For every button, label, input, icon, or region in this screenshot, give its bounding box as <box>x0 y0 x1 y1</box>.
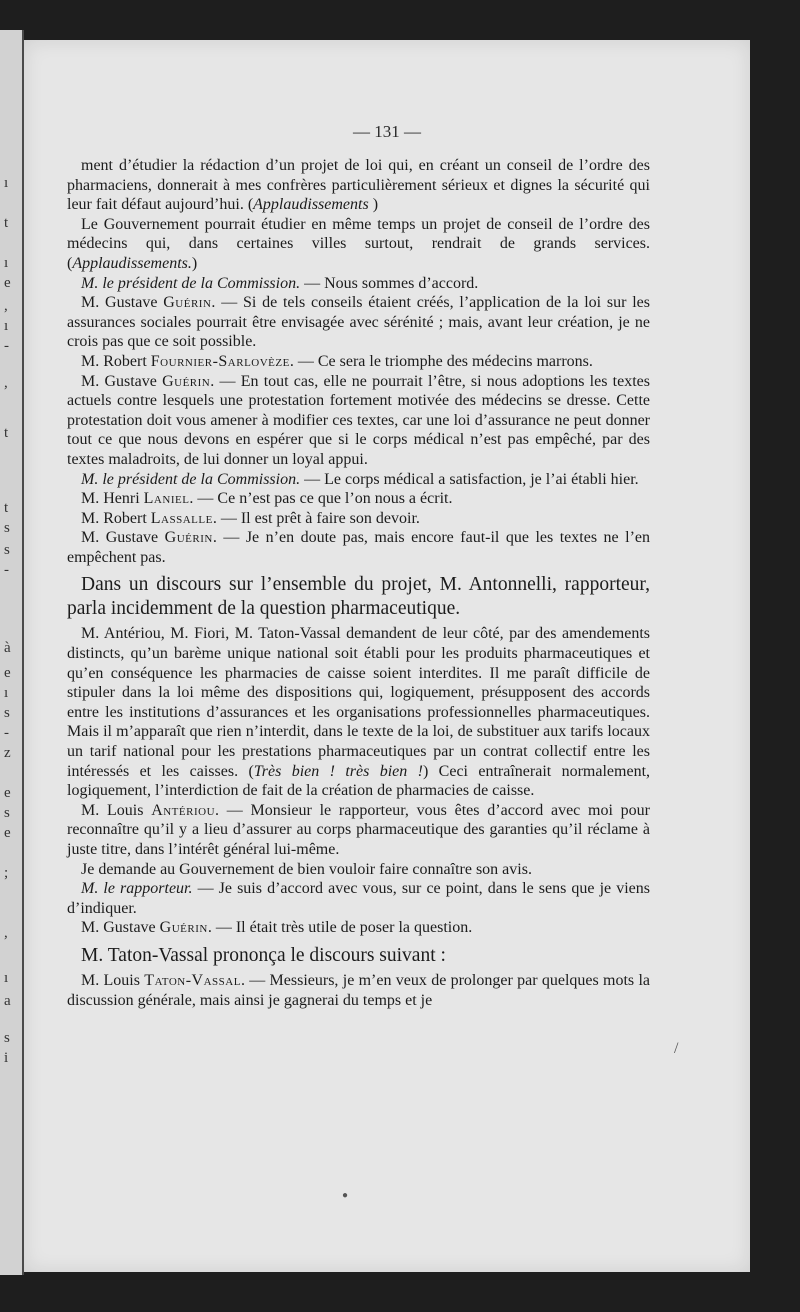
paragraph <box>67 470 650 490</box>
text-run: M. Robert <box>81 352 151 370</box>
sliver-glyph: e <box>4 785 11 801</box>
text-run: . — Il est prêt à faire son devoir. <box>212 509 420 527</box>
sliver-glyph: , <box>4 925 8 941</box>
text-run: . — En tout cas, elle ne pourrait l’être, si nous adoptions les textes actuels contre lesquels une protestation fortement motivée des médecins se dresse. Cette protestation doit vous amener à modifier ces textes, car une loi d’assurance ne peut donner tout ce que nous devons en espérer que si le corps médical n’est pas empêché, par des textes maladroits, de lui donner un loyal appui. <box>67 372 650 468</box>
text-run: M. Gustave <box>81 919 160 937</box>
speaker-name: Guérin <box>164 529 213 547</box>
paragraph <box>67 489 650 509</box>
text-run: . — Je n’en doute pas, mais encore faut-il que les textes ne l’en empêchent pas. <box>67 529 651 566</box>
sliver-glyph: - <box>4 338 9 354</box>
text-run: — Je suis d’accord avec vous, sur ce point, dans le sens que je viens d’indiquer. <box>67 880 651 917</box>
text-run: . — Ce n’est pas ce que l’on nous a écrit. <box>189 490 453 508</box>
sliver-glyph: ı <box>4 970 9 986</box>
adjacent-page-edge <box>0 30 24 1275</box>
text-run: M. Gustave <box>81 529 165 547</box>
text-run: ) <box>191 254 198 272</box>
sliver-glyph: t <box>4 425 9 441</box>
sliver-glyph: - <box>4 562 9 578</box>
paragraph <box>67 372 650 470</box>
italic-text: Très bien ! très bien ! <box>253 762 423 780</box>
sliver-glyph: - <box>4 725 9 741</box>
sliver-glyph: s <box>4 805 10 821</box>
paragraph <box>67 156 650 215</box>
paragraph <box>67 624 650 800</box>
italic-text: Applaudissements <box>253 196 369 214</box>
text-run: ) Ceci entraînerait normalement, logiquement, l’interdiction de fait de la création de pharmacies de caisse. <box>67 762 651 800</box>
text-run: . — Ce sera le triomphe des médecins marrons. <box>289 352 593 370</box>
sliver-glyph: , <box>4 298 8 314</box>
sliver-glyph: e <box>4 825 11 841</box>
sliver-glyph: ; <box>4 865 9 881</box>
text-run: Je demande au Gouvernement de bien vouloir faire connaître son avis. <box>81 860 532 878</box>
paragraph <box>67 971 650 1010</box>
sliver-glyph: ı <box>4 685 9 701</box>
speaker-name: Guérin <box>163 294 212 312</box>
text-run: M. Gustave <box>81 294 164 312</box>
page-body <box>67 156 650 1012</box>
sliver-glyph: s <box>4 705 10 721</box>
italic-text: M. le rapporteur. <box>81 880 193 898</box>
text-run: M. Louis <box>81 801 152 819</box>
sliver-glyph: s <box>4 542 10 558</box>
paragraph <box>67 215 650 274</box>
sliver-glyph: à <box>4 640 11 656</box>
text-run: Dans un discours sur l’ensemble du projet, M. Antonnelli, rapporteur, parla incidemment de la question pharmaceutique. <box>67 574 650 620</box>
paragraph <box>67 801 650 860</box>
speaker-name: Laniel <box>143 490 190 508</box>
italic-text: Applaudissements. <box>72 254 192 272</box>
text-run: Le Gouvernement pourrait étudier en même temps un projet de conseil de l’ordre des médecins qui, dans certaines villes surtout, rendrait de grands services. ( <box>67 215 650 272</box>
speaker-name: Guérin <box>159 919 208 937</box>
speaker-name: Fournier-Sarlovèze <box>150 352 290 370</box>
document-page <box>24 40 750 1272</box>
paragraph <box>67 352 650 372</box>
text-run: M. Taton-Vassal prononça le discours suivant : <box>81 944 446 966</box>
italic-text: M. le président de la Commission. <box>81 470 301 488</box>
page-number: — 131 — <box>353 122 421 141</box>
text-run: . — Si de tels conseils étaient créés, l’application de la loi sur les assurances sociales pourrait être envisagée avec sérénité ; mais, avant leur création, je ne crois pas que ce soit possible. <box>67 294 651 351</box>
sliver-glyph: e <box>4 275 11 291</box>
sliver-glyph: ı <box>4 318 9 334</box>
text-run: M. Robert <box>81 509 151 527</box>
text-run: M. Henri <box>81 490 144 508</box>
sliver-glyph: ı <box>4 255 9 271</box>
sliver-glyph: t <box>4 215 9 231</box>
text-run: ment d’étudier la rédaction d’un projet de loi qui, en créant un conseil de l’ordre des pharmaciens, donnerait à mes confrères particulièrement sérieux et dignes la sécurité qui leur fait défaut aujourd’hui. ( <box>67 157 650 214</box>
sliver-glyph: ı <box>4 175 9 191</box>
paragraph <box>67 879 650 918</box>
speaker-name: Antériou <box>151 801 216 819</box>
paragraph <box>67 509 650 529</box>
text-run: M. Antériou, M. Fiori, M. Taton-Vassal demandent de leur côté, par des amendements distincts, qu’un barème unique national soit établi pour les produits pharmaceutiques et qu’en conséquence les pharmacies de caisse soient interdites. Il me paraît difficile de stipuler dans la loi même des dispositions qui, logiquement, présupposent des accords entre les institutions d’assurances et les organisations professionnelles pharmaceutiques. Mais il m’apparaît que rien n’interdit, dans le texte de la loi, de substituer aux tarifs locaux un tarif national pour les prestations pharmaceutiques par un contrat collectif entre les intéressés et les caisses. ( <box>67 625 650 780</box>
sliver-glyph: s <box>4 1030 10 1046</box>
speaker-name: Lassalle <box>150 509 213 527</box>
sliver-glyph: z <box>4 745 11 761</box>
paragraph <box>67 860 650 880</box>
sliver-glyph: , <box>4 375 8 391</box>
text-run: . — Il était très utile de poser la question. <box>207 919 473 937</box>
paragraph <box>67 274 650 294</box>
italic-text: M. le président de la Commission. <box>81 274 301 292</box>
text-run: M. Louis <box>81 971 145 989</box>
summary-paragraph <box>67 944 650 968</box>
sliver-glyph: t <box>4 500 9 516</box>
speaker-name: Guérin <box>162 372 211 390</box>
text-run: — Le corps médical a satisfaction, je l’ai établi hier. <box>300 470 639 488</box>
speaker-name: Taton-Vassal <box>144 971 241 989</box>
text-run: . — Monsieur le rapporteur, vous êtes d’accord avec moi pour reconnaître qu’il y a lieu d’assurer au corps pharmaceutique des garanties qu’il réclame à juste titre, dans l’intérêt général lui-même. <box>67 801 651 858</box>
summary-paragraph <box>67 573 650 621</box>
text-run: — Nous sommes d’accord. <box>300 274 479 292</box>
text-run: M. Gustave <box>81 372 163 390</box>
paragraph <box>67 293 650 352</box>
text-run: ) <box>368 196 379 214</box>
paragraph <box>67 528 650 567</box>
paragraph <box>67 918 650 938</box>
sliver-glyph: s <box>4 520 10 536</box>
margin-mark: / <box>674 1040 679 1057</box>
sliver-glyph: a <box>4 993 11 1009</box>
sliver-glyph: e <box>4 665 11 681</box>
ink-dot: ● <box>342 1190 349 1201</box>
sliver-glyph: i <box>4 1050 9 1066</box>
text-run: . — Messieurs, je m’en veux de prolonger par quelques mots la discussion générale, mais ainsi je gagnerai du temps et je <box>67 971 651 1009</box>
